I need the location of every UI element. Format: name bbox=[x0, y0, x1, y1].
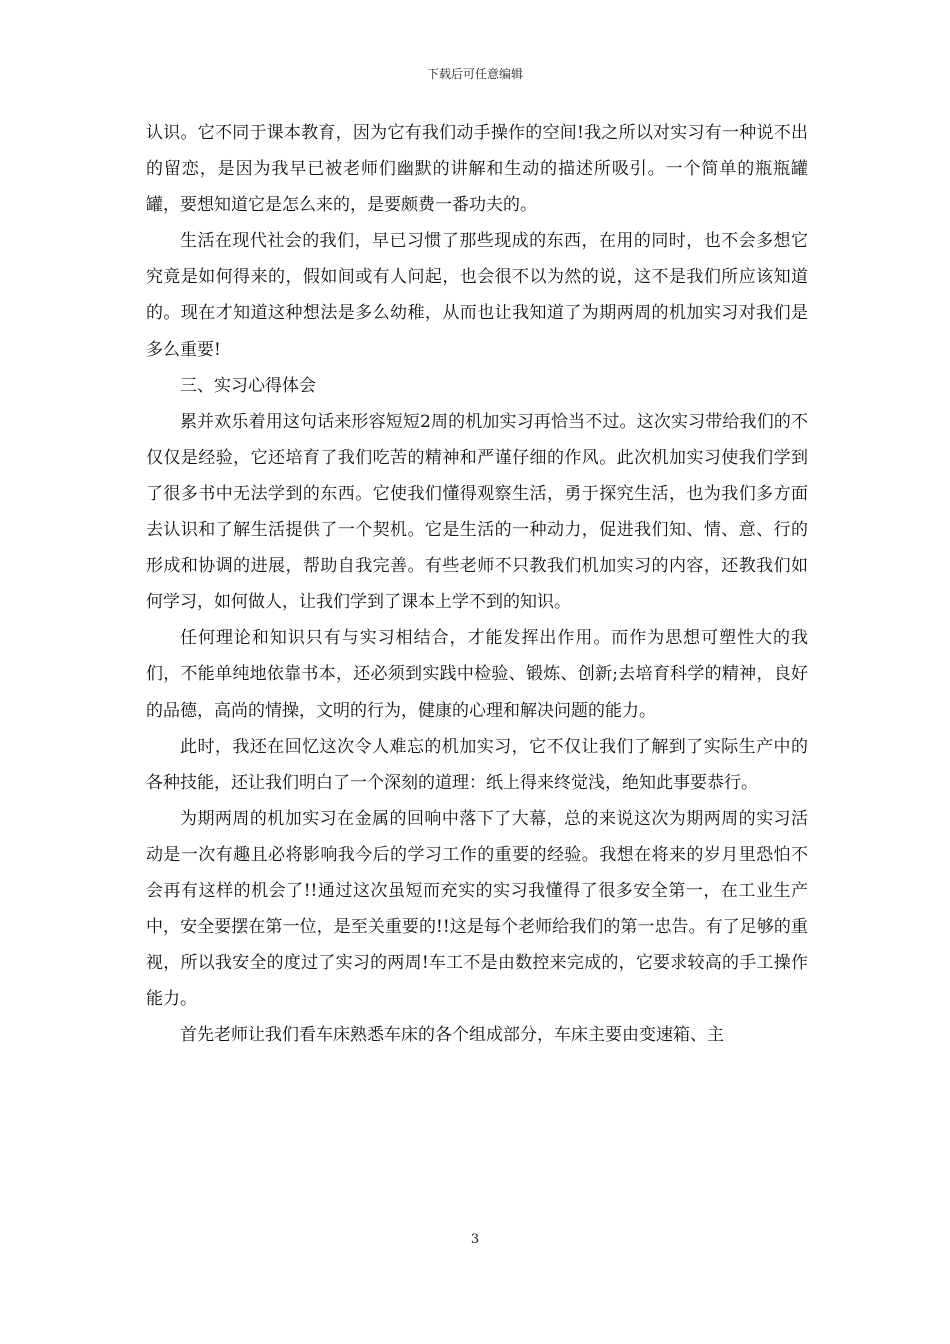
paragraph-continuation: 认识。它不同于课本教育，因为它有我们动手操作的空间!我之所以对实习有一种说不出的留恋，是因为我早已被老师们幽默的讲解和生动的描述所吸引。一个简单的瓶瓶罐罐，要想知道它是怎么来的，是要颇费一番功夫的。 bbox=[146, 123, 808, 216]
paragraph: 为期两周的机加实习在金属的回响中落下了大幕，总的来说这次为期两周的实习活动是一次有趣且必将影响我今后的学习工作的重要的经验。我想在将来的岁月里恐怕不会再有这样的机会了!!通过这次虽短而充实的实习我懂得了很多安全第一，在工业生产中，安全要摆在第一位，是至关重要的!!这是每个老师给我们的第一忠告。有了足够的重视，所以我安全的度过了实习的两周!车工不是由数控来完成的，它要求较高的手工操作能力。 bbox=[146, 808, 808, 1010]
paragraph: 任何理论和知识只有与实习相结合，才能发挥出作用。而作为思想可塑性大的我们，不能单纯地依靠书本，还必须到实践中检验、锻炼、创新;去培育科学的精神，良好的品德，高尚的情操，文明的行为，健康的心理和解决问题的能力。 bbox=[146, 628, 808, 721]
document-body bbox=[146, 115, 808, 1053]
page-number: 3 bbox=[470, 1232, 480, 1247]
section-heading: 三、实习心得体会 bbox=[180, 375, 316, 396]
paragraph: 累并欢乐着用这句话来形容短短2周的机加实习再恰当不过。这次实习带给我们的不仅仅是经验，它还培育了我们吃苦的精神和严谨仔细的作风。此次机加实习使我们学到了很多书中无法学到的东西。它使我们懂得观察生活，勇于探究生活，也为我们多方面去认识和了解生活提供了一个契机。它是生活的一种动力，促进我们知、情、意、行的形成和协调的进展，帮助自我完善。有些老师不只教我们机加实习的内容，还教我们如何学习，如何做人，让我们学到了课本上学不到的知识。 bbox=[146, 411, 808, 613]
paragraph: 首先老师让我们看车床熟悉车床的各个组成部分，车床主要由变速箱、主 bbox=[180, 1025, 724, 1046]
paragraph: 此时，我还在回忆这次令人难忘的机加实习，它不仅让我们了解到了实际生产中的各种技能，还让我们明白了一个深刻的道理：纸上得来终觉浅，绝知此事要恭行。 bbox=[146, 736, 808, 793]
page-header: 下载后可任意编辑 bbox=[426, 67, 523, 81]
paragraph: 生活在现代社会的我们，早已习惯了那些现成的东西，在用的同时，也不会多想它究竟是如何得来的，假如间或有人问起，也会很不以为然的说，这不是我们所应该知道的。现在才知道这种想法是多么幼稚，从而也让我知道了为期两周的机加实习对我们是多么重要! bbox=[146, 231, 808, 360]
